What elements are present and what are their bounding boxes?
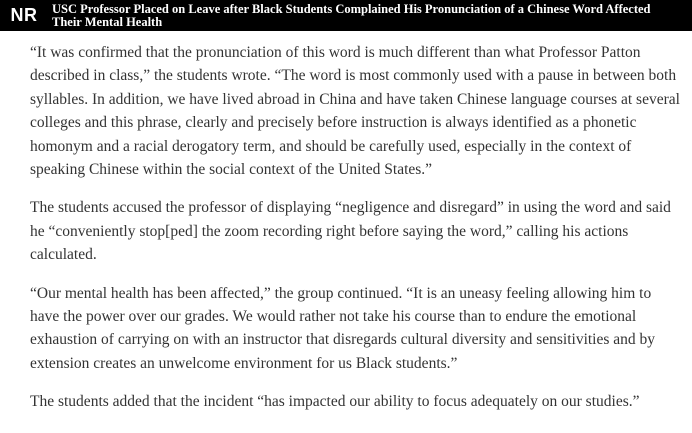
paragraph: The students accused the professor of displaying “negligence and disregard” in using the word and said he “conveniently stop[ped] the zoom recording right before saying the word,” calling his actions calculated. (30, 199, 671, 264)
paragraph: “It was confirmed that the pronunciation of this word is much different than what Professor Patton described in class,” the students wrote. “The word is most commonly used with a pause in between both syllables. In addition, we have lived abroad in China and have taken Chinese language courses at several colleges and this phrase, clearly and precisely before instruction is always identified as a phonetic homonym and a racial derogatory term, and should be carefully used, especially in the context of speaking Chinese within the social context of the United States.” (30, 44, 680, 179)
article-body (30, 41, 682, 429)
paragraph: “Our mental health has been affected,” the group continued. “It is an uneasy feeling allowing him to have the power over our grades. We would rather not take his course than to endure the emotional exhaustion of carrying on with an instructor that disregards cultural diversity and sensitivities and by extension creates an unwelcome environment for us Black students.” (30, 284, 656, 372)
nr-logo: NR (10, 5, 38, 25)
article-header-bar (0, 0, 692, 31)
headline: USC Professor Placed on Leave after Black Students Complained His Pronunciation of a Chinese Word Affected Their Mental Health (52, 1, 651, 29)
paragraph: The students added that the incident “has impacted our ability to focus adequately on our studies.” (30, 393, 640, 411)
